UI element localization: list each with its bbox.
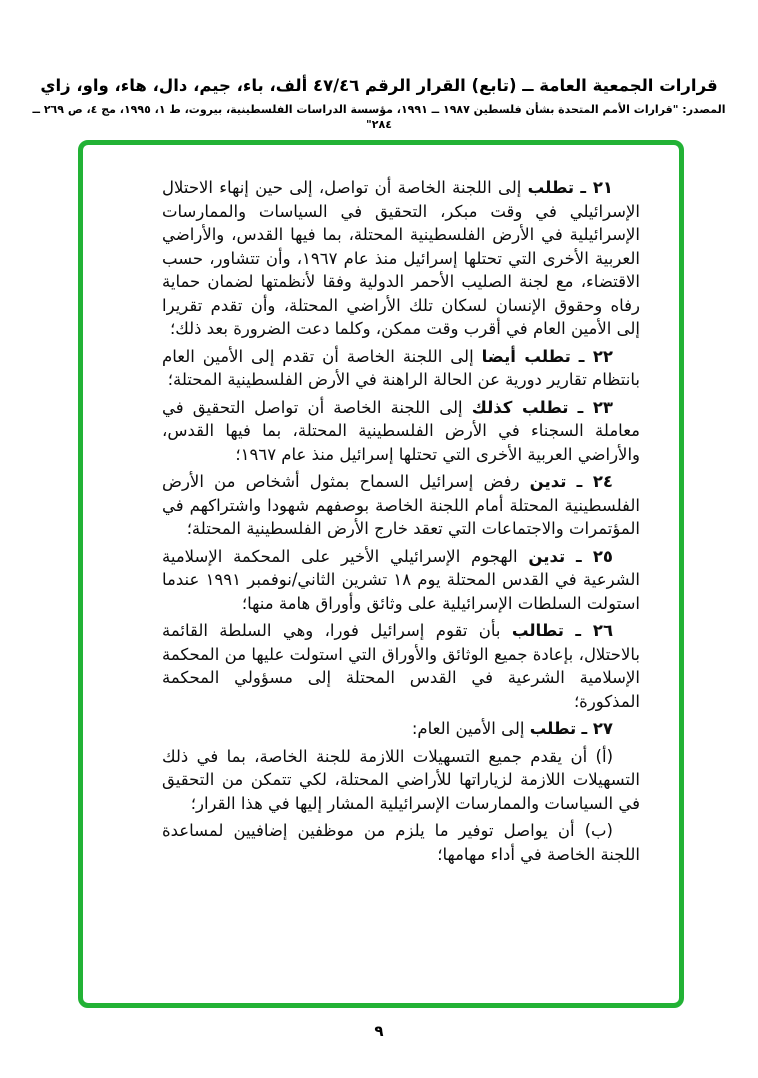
paragraph-number: ٢١ ـ <box>580 178 613 197</box>
resolution-paragraph-24 <box>162 470 640 541</box>
paragraph-text: إلى اللجنة الخاصة أن تواصل التحقيق في معاملة السجناء في الأرض الفلسطينية المحتلة، بما فيها القدس، والأراضي العربية الأخرى التي تحتلها إسرائيل منذ عام ١٩٦٧؛ <box>162 397 640 464</box>
paragraph-number: ٢٧ ـ <box>581 719 613 738</box>
paragraph-number: ٢٥ ـ <box>575 546 614 566</box>
paragraph-lead: تطلب <box>527 178 575 197</box>
paragraph-lead: تطلب أيضا <box>481 346 571 366</box>
paragraph-number: ٢٢ ـ <box>578 346 613 366</box>
resolution-paragraph-27 <box>162 717 640 741</box>
resolution-paragraph-26 <box>162 619 640 713</box>
subparagraph-text: أن يقدم جميع التسهيلات اللازمة للجنة الخاصة، بما في ذلك التسهيلات اللازمة لزياراتها للأراضي المحتلة، لكي تتمكن من التحقيق في السياسات والممارسات الإسرائيلية المشار إليها في هذا القرار؛ <box>162 746 640 813</box>
resolution-paragraph-25 <box>162 545 640 616</box>
resolution-subparagraph-b <box>162 819 640 866</box>
subparagraph-marker: (ب) <box>584 821 613 840</box>
paragraph-number: ٢٦ ـ <box>575 621 614 640</box>
resolution-subparagraph-a <box>162 745 640 816</box>
resolution-paragraph-23 <box>162 396 640 467</box>
paragraph-lead: تدين <box>528 546 566 566</box>
page-number: ٩ <box>374 1022 384 1040</box>
paragraph-lead: تطالب <box>511 621 565 640</box>
paragraph-text: إلى الأمين العام: <box>411 719 525 738</box>
source-citation: المصدر: "قرارات الأمم المتحدة بشأن فلسطين ١٩٨٧ ــ ١٩٩١، مؤسسة الدراسات الفلسطينية، بيروت، ط ١، ١٩٩٥، مج ٤، ص ٢٦٩ ــ ٢٨٤" <box>32 103 726 131</box>
paragraph-text: إلى اللجنة الخاصة أن تواصل، إلى حين إنهاء الاحتلال الإسرائيلي في وقت مبكر، التحقيق في السياسات والممارسات الإسرائيلية في الأرض الفلسطينية المحتلة، بما فيها القدس، والأراضي العربية الأخرى التي تحتلها إسرائيل منذ عام ١٩٦٧، وأن تتشاور، حسب الاقتضاء، مع لجنة الصليب الأحمر الدولية وفقا لأنظمتها لضمان حماية رفاه وحقوق الإنسان لسكان تلك الأراضي المحتلة، وأن تقدم تقريرا إلى الأمين العام في أقرب وقت ممكن، وكلما دعت الضرورة بعد ذلك؛ <box>162 178 640 338</box>
paragraph-text: إلى اللجنة الخاصة أن تقدم إلى الأمين العام بانتظام تقارير دورية عن الحالة الراهنة في الأرض الفلسطينية المحتلة؛ <box>162 346 640 389</box>
resolution-paragraph-21 <box>162 176 640 341</box>
paragraph-text: رفض إسرائيل السماح بمثول أشخاص من الأرض الفلسطينية المحتلة أمام اللجنة الخاصة بوصفهم شهودا واشتراكهم في المؤتمرات والاجتماعات التي تعقد خارج الأرض الفلسطينية المحتلة؛ <box>162 472 640 538</box>
paragraph-number: ٢٤ ـ <box>576 472 614 491</box>
paragraph-lead: تدين <box>529 472 567 491</box>
resolution-paragraph-22 <box>162 345 640 392</box>
subparagraph-text: أن يواصل توفير ما يلزم من موظفين إضافيين لمساعدة اللجنة الخاصة في أداء مهامها؛ <box>162 821 640 864</box>
page-title: قرارات الجمعية العامة ــ (تابع) القرار الرقم ٤٧/٤٦ ألف، باء، جيم، دال، هاء، واو، زاي <box>40 76 718 95</box>
paragraph-number: ٢٣ ـ <box>577 397 613 417</box>
paragraph-lead: تطلب <box>529 719 577 738</box>
paragraph-lead: تطلب كذلك <box>471 397 569 417</box>
subparagraph-marker: (أ) <box>595 746 614 766</box>
resolution-body <box>162 176 640 870</box>
paragraph-text: الهجوم الإسرائيلي الأخير على المحكمة الإسلامية الشرعية في القدس المحتلة يوم ١٨ تشرين الثاني/نوفمبر ١٩٩١ عندما استولت السلطات الإسرائيلية على وثائق وأوراق هامة منها؛ <box>162 546 641 613</box>
paragraph-text: بأن تقوم إسرائيل فورا، وهي السلطة القائمة بالاحتلال، بإعادة جميع الوثائق والأوراق التي استولت عليها من المحكمة الإسلامية الشرعية في القدس المحتلة إلى مسؤولي المحكمة المذكورة؛ <box>162 621 640 711</box>
